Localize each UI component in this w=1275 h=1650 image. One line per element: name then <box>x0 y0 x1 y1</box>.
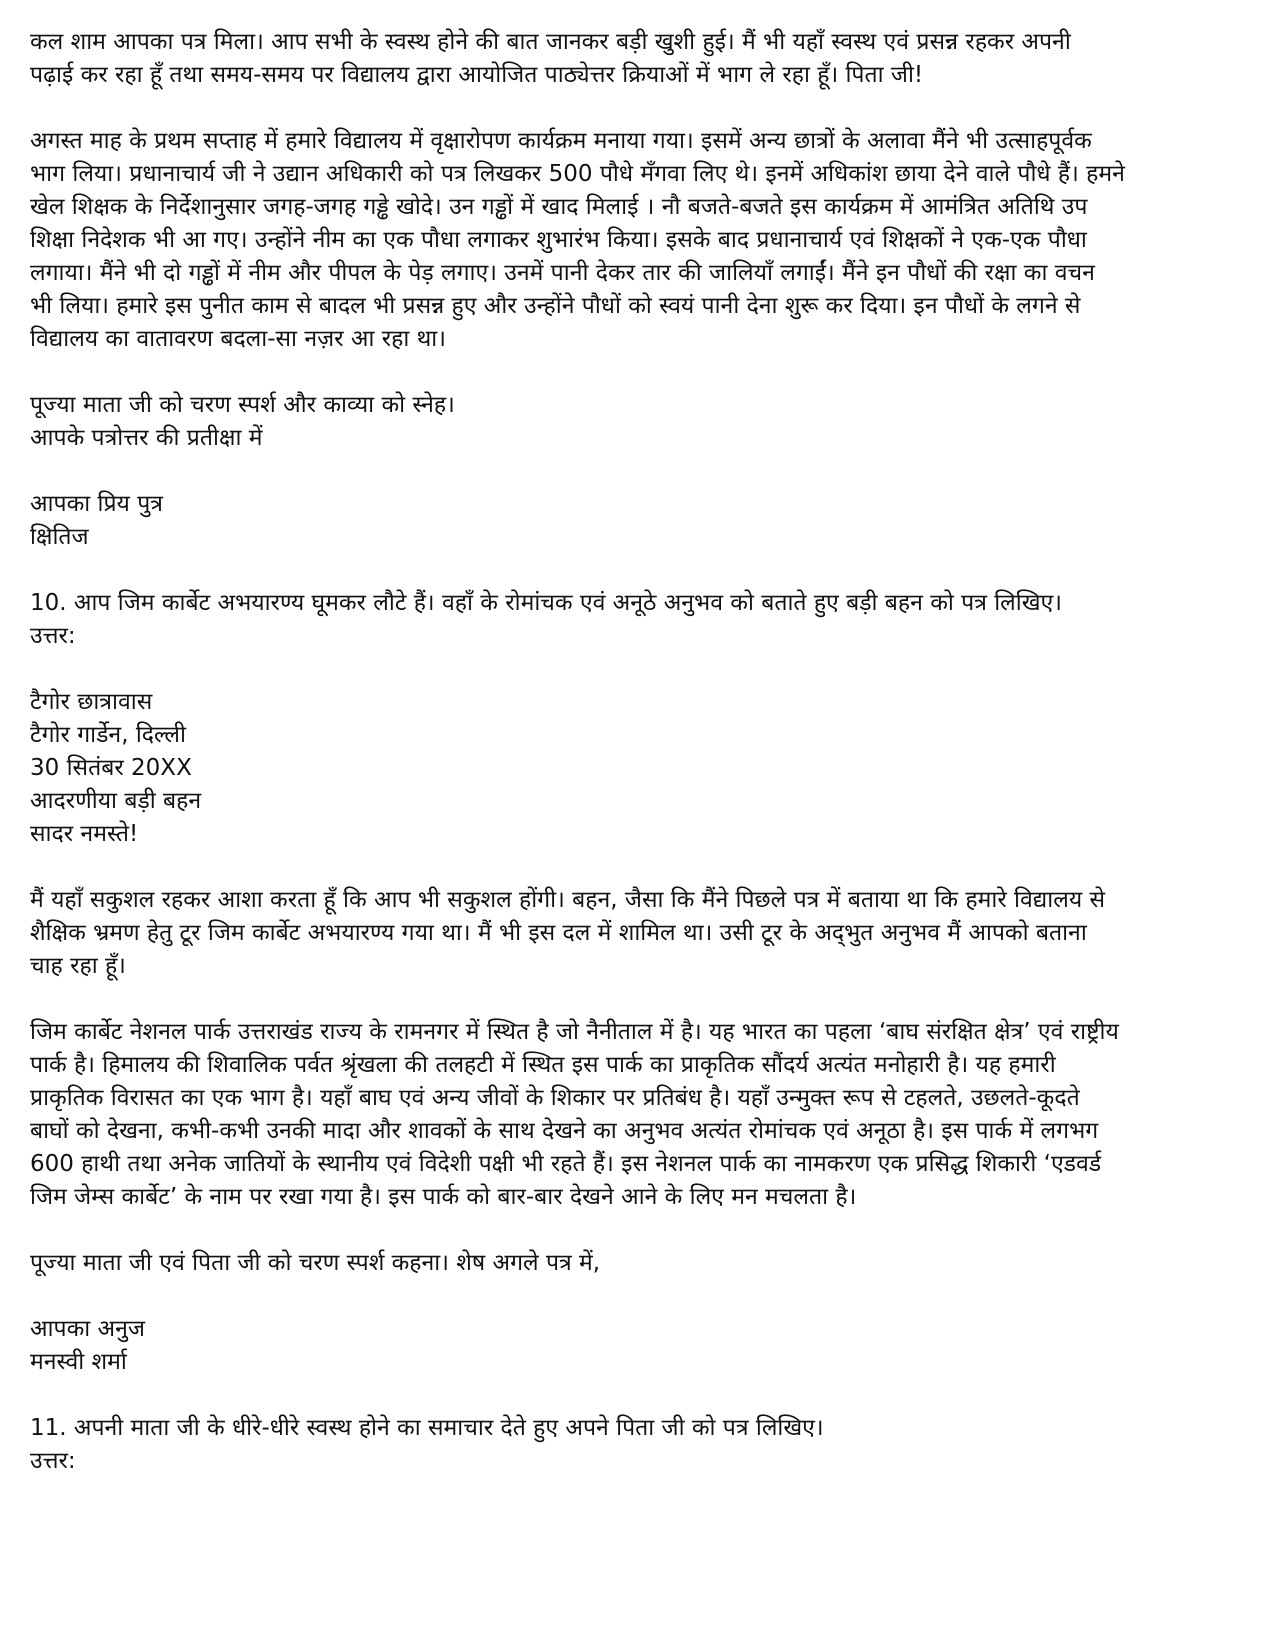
letter-address-block <box>30 686 1255 851</box>
question-10 <box>30 587 1255 653</box>
signature-block-1 <box>30 488 1255 554</box>
text-line: 600 हाथी तथा अनेक जातियों के स्थानीय एवं विदेशी पक्षी भी रहते हैं। इस नेशनल पार्क का नामकरण एक प्रसिद्ध शिकारी ‘एडवर्ड <box>30 1151 1102 1177</box>
text-line: आपका अनुज <box>30 1316 145 1342</box>
text-line: पूज्या माता जी को चरण स्पर्श और काव्या को स्नेह। <box>30 392 455 418</box>
paragraph-trip-intro <box>30 884 1255 983</box>
text-line: बाघों को देखना, कभी-कभी उनकी मादा और शावकों के साथ देखने का अनुभव अत्यंत रोमांचक एवं अनूठा है। इस पार्क में लगभग <box>30 1118 1099 1144</box>
text-line: जिम कार्बेट नेशनल पार्क उत्तराखंड राज्य के रामनगर में स्थित है जो नैनीताल में है। यह भारत का पहला ‘बाघ संरक्षित क्षेत्र’ एवं राष्ट्रीय <box>30 1019 1119 1045</box>
greeting-line: सादर नमस्ते! <box>30 821 139 847</box>
answer-label: उत्तर: <box>30 1448 76 1474</box>
text-line: विद्यालय का वातावरण बदला-सा नज़र आ रहा था। <box>30 326 446 352</box>
text-line: पूज्या माता जी एवं पिता जी को चरण स्पर्श कहना। शेष अगले पत्र में, <box>30 1250 601 1276</box>
signature-block-2 <box>30 1313 1255 1379</box>
text-line: कल शाम आपका पत्र मिला। आप सभी के स्वस्थ होने की बात जानकर बड़ी खुशी हुई। मैं भी यहाँ स्वस्थ एवं प्रसन्न रहकर अपनी <box>30 29 1071 55</box>
text-line: चाह रहा हूँ। <box>30 953 126 979</box>
text-line: अगस्त माह के प्रथम सप्ताह में हमारे विद्यालय में वृक्षारोपण कार्यक्रम मनाया गया। इसमें अन्य छात्रों के अलावा मैंने भी उत्साहपूर्वक <box>30 128 1092 154</box>
address-line: टैगोर गार्डेन, दिल्ली <box>30 722 186 748</box>
text-line: प्राकृतिक विरासत का एक भाग है। यहाँ बाघ एवं अन्य जीवों के शिकार पर प्रतिबंध है। यहाँ उन्मुक्त रूप से टहलते, उछलते-कूदते <box>30 1085 1080 1111</box>
text-line: मनस्वी शर्मा <box>30 1349 127 1375</box>
text-line: पढ़ाई कर रहा हूँ तथा समय-समय पर विद्यालय द्वारा आयोजित पाठ्येत्तर क्रियाओं में भाग ले रहा हूँ। पिता जी! <box>30 62 924 88</box>
text-line: लगाया। मैंने भी दो गड्ढों में नीम और पीपल के पेड़ लगाए। उनमें पानी देकर तार की जालियाँ लगाईं। मैंने इन पौधों की रक्षा का वचन <box>30 260 1095 286</box>
text-line: भी लिया। हमारे इस पुनीत काम से बादल भी प्रसन्न हुए और उन्होंने पौधों को स्वयं पानी देना शुरू कर दिया। इन पौधों के लगने से <box>30 293 1081 319</box>
address-line: टैगोर छात्रावास <box>30 689 153 715</box>
question-text: 10. आप जिम कार्बेट अभयारण्य घूमकर लौटे हैं। वहाँ के रोमांचक एवं अनूठे अनुभव को बताते हुए बड़ी बहन को पत्र लिखिए। <box>30 590 1062 616</box>
salutation-line: आदरणीया बड़ी बहन <box>30 788 202 814</box>
text-line: शिक्षा निदेशक भी आ गए। उन्होंने नीम का एक पौधा लगाकर शुभारंभ किया। इसके बाद प्रधानाचार्य एवं शिक्षकों ने एक-एक पौधा <box>30 227 1087 253</box>
text-line: जिम जेम्स कार्बेट’ के नाम पर रखा गया है। इस पार्क को बार-बार देखने आने के लिए मन मचलता है। <box>30 1184 857 1210</box>
text-line: मैं यहाँ सकुशल रहकर आशा करता हूँ कि आप भी सकुशल होंगी। बहन, जैसा कि मैंने पिछले पत्र में बताया था कि हमारे विद्यालय से <box>30 887 1106 913</box>
text-line: खेल शिक्षक के निर्देशानुसार जगह-जगह गड्ढे खोदे। उन गड्ढों में खाद मिलाई । नौ बजते-बजते इस कार्यक्रम में आमंत्रित अतिथि उप <box>30 194 1088 220</box>
text-line: शैक्षिक भ्रमण हेतु टूर जिम कार्बेट अभयारण्य गया था। मैं भी इस दल में शामिल था। उसी टूर के अद्‌भुत अनुभव मैं आपको बताना <box>30 920 1087 946</box>
paragraph-reply-opening <box>30 26 1255 92</box>
paragraph-plantation-event <box>30 125 1255 356</box>
text-line: आपका प्रिय पुत्र <box>30 491 163 517</box>
document-body <box>30 26 1255 1511</box>
text-line: भाग लिया। प्रधानाचार्य जी ने उद्यान अधिकारी को पत्र लिखकर 500 पौधे मँगवा लिए थे। इनमें अधिकांश छाया देने वाले पौधे हैं। हमने <box>30 161 1125 187</box>
text-line: पार्क है। हिमालय की शिवालिक पर्वत श्रृंखला की तलहटी में स्थित इस पार्क का प्राकृतिक सौंदर्य अत्यंत मनोहारी है। यह हमारी <box>30 1052 1056 1078</box>
text-line: क्षितिज <box>30 524 89 550</box>
text-line: आपके पत्रोत्तर की प्रतीक्षा में <box>30 425 263 451</box>
question-11 <box>30 1412 1255 1478</box>
paragraph-corbett-description <box>30 1016 1255 1214</box>
question-text: 11. अपनी माता जी के धीरे-धीरे स्वस्थ होने का समाचार देते हुए अपने पिता जी को पत्र लिखिए। <box>30 1415 824 1441</box>
paragraph-closing-note <box>30 1247 1255 1280</box>
date-line: 30 सितंबर 20XX <box>30 755 192 781</box>
answer-label: उत्तर: <box>30 623 76 649</box>
paragraph-closing-regards <box>30 389 1255 455</box>
